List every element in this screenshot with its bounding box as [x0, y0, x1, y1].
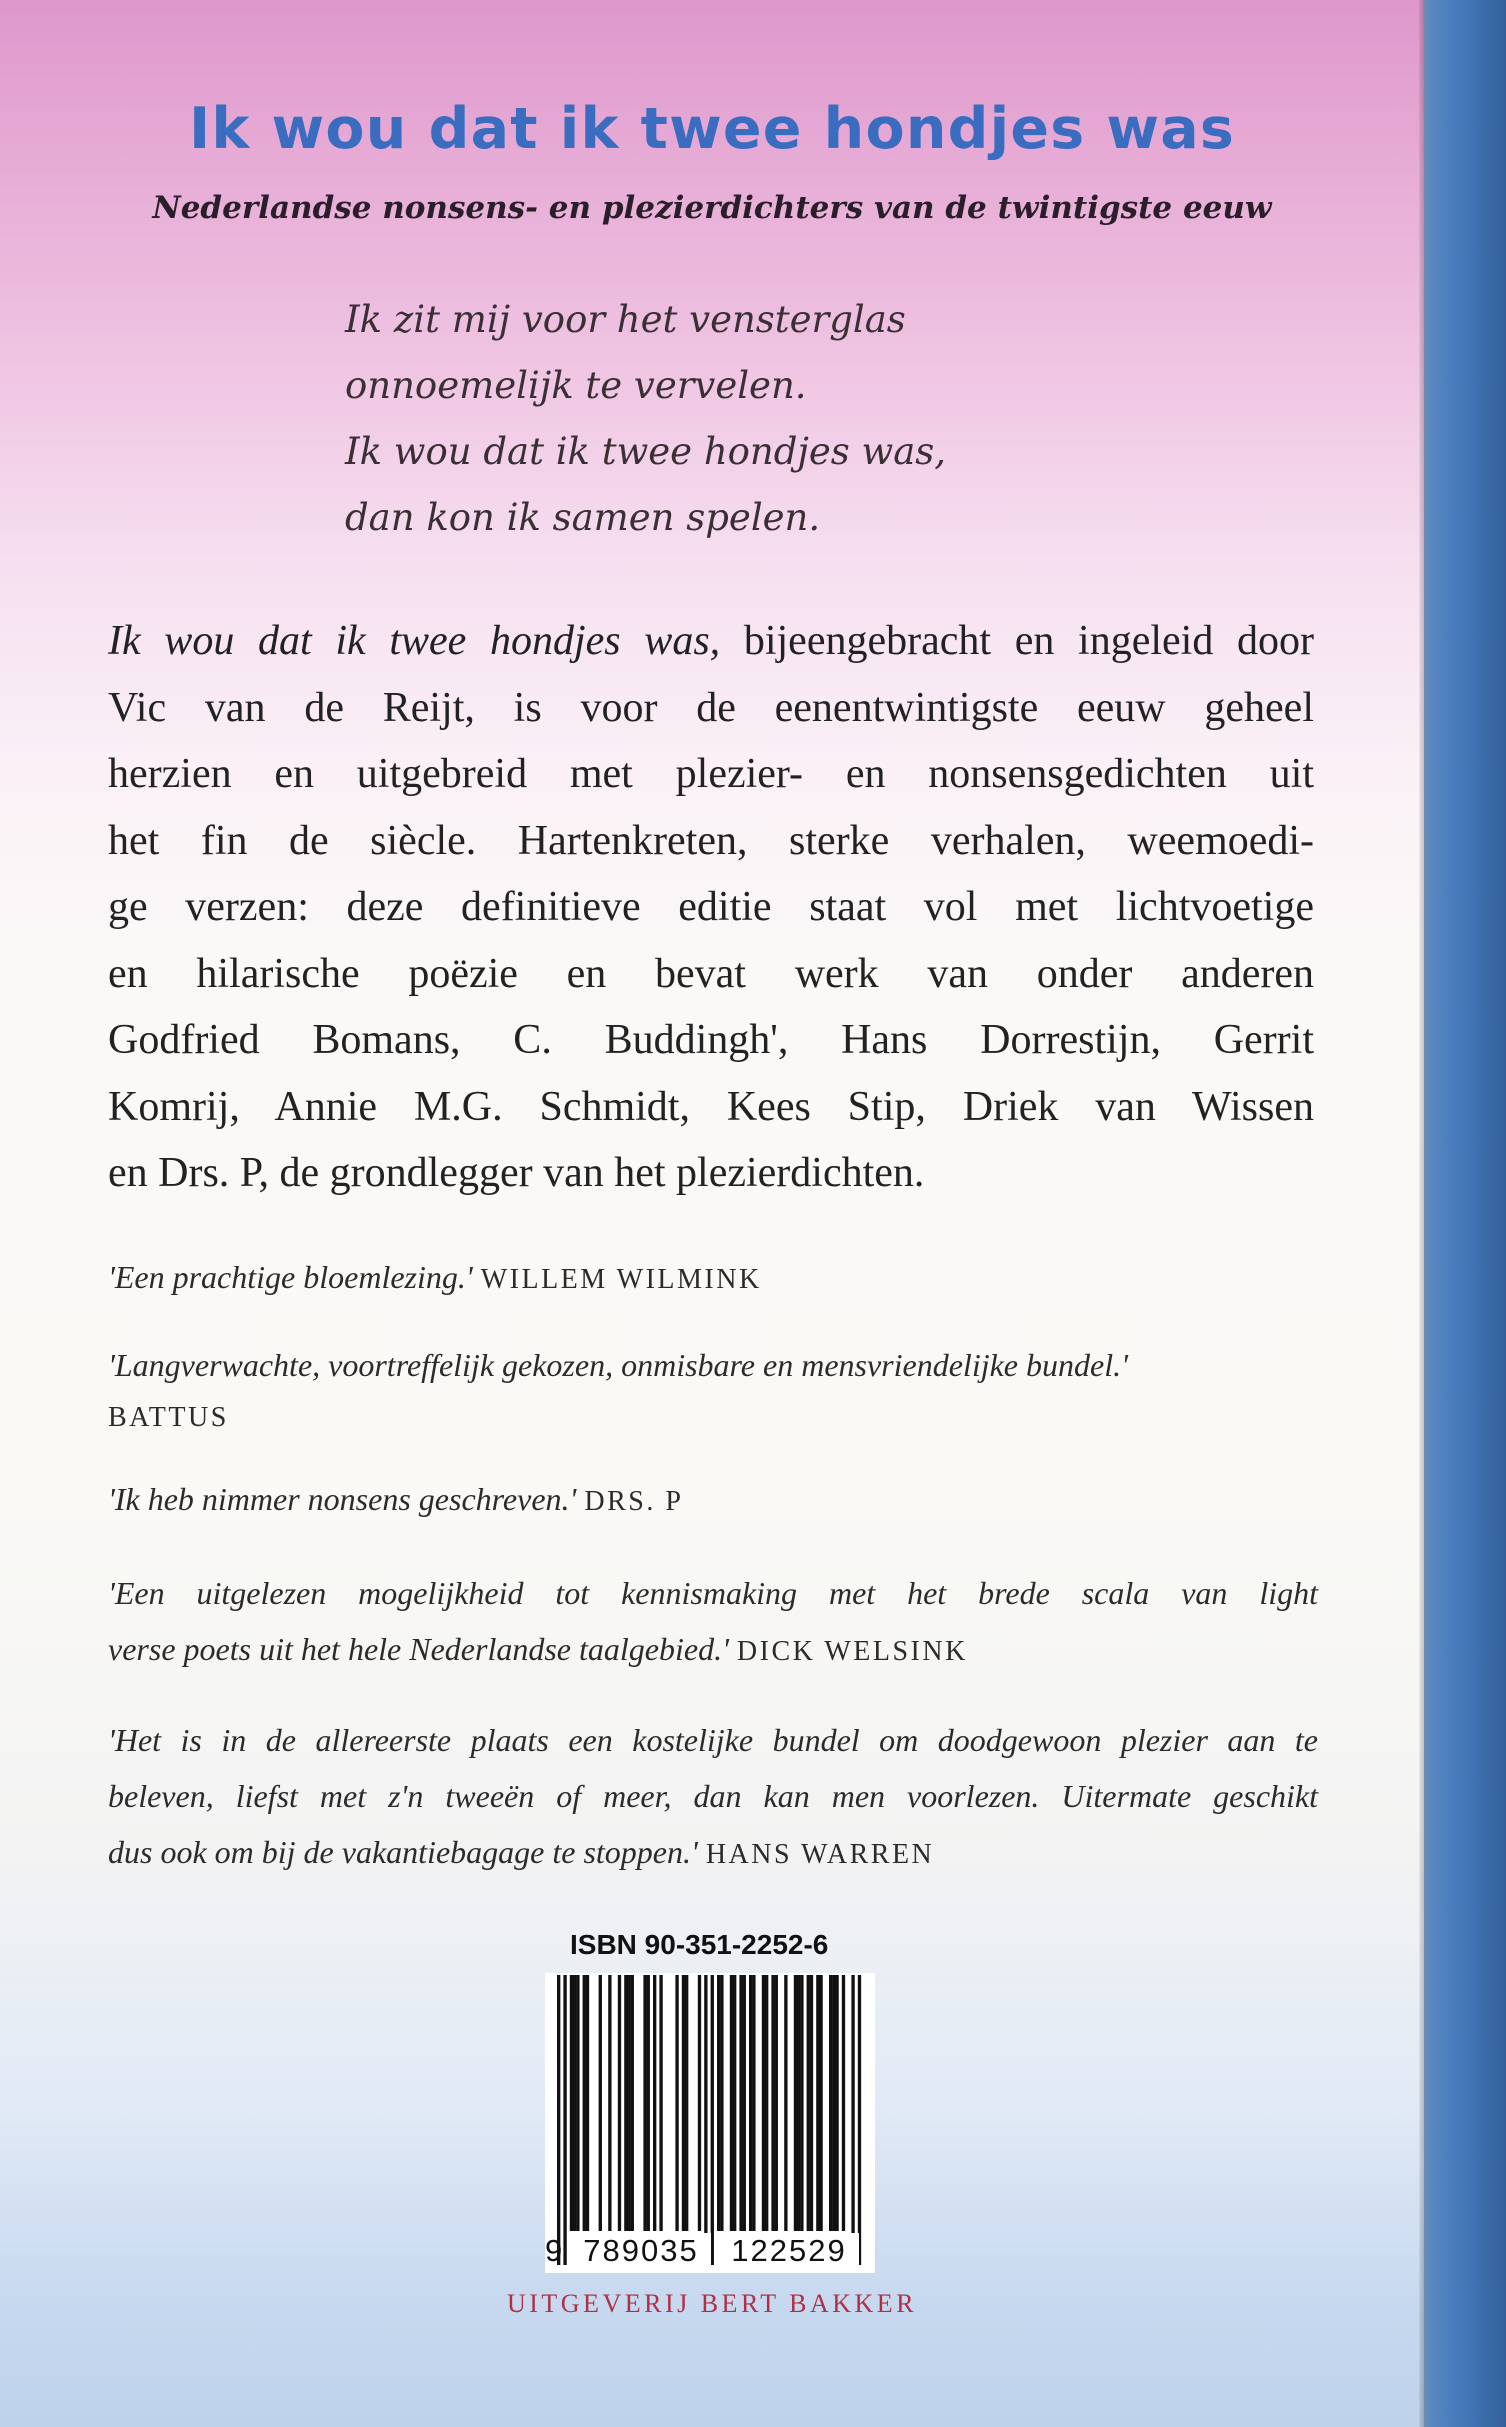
description-line: Vic van de Reijt, is voor de eenentwintigste eeuw geheel — [108, 684, 1314, 731]
description-line — [108, 608, 1314, 675]
barcode-bars — [545, 1973, 875, 2273]
barcode-bar — [586, 1975, 589, 2231]
book-title: Ik wou dat ik twee hondjes was — [188, 96, 1236, 162]
quote-line — [108, 1565, 1318, 1621]
description-line: en hilarische poëzie en bevat werk van onder anderen — [108, 950, 1314, 997]
publisher-name: UITGEVERIJ BERT BAKKER — [506, 2289, 918, 2318]
barcode-guard-bar — [563, 1975, 566, 2265]
barcode-bar — [647, 1975, 650, 2231]
barcode-bar — [800, 1975, 803, 2231]
barcode-bar — [835, 1975, 838, 2231]
review-quote-welsink — [108, 1565, 1318, 1680]
review-quote-wilmink — [108, 1249, 1318, 1308]
book-subtitle: Nederlandse nonsens- en plezierdichters van de twintigste eeuw — [152, 190, 1272, 226]
quote-author: DRS. P — [584, 1486, 684, 1517]
description-line: ge verzen: deze definitieve editie staat vol met lichtvoetige — [108, 884, 1314, 930]
barcode-bar — [720, 1975, 723, 2231]
barcode-bar — [739, 1975, 742, 2231]
description-title-italic: Ik wou dat ik twee hondjes was, — [108, 618, 721, 664]
quote-author: HANS WARREN — [705, 1839, 935, 1870]
description-line: en Drs. P, de grondlegger van het plezierdichten. — [108, 1150, 925, 1196]
barcode-bar — [624, 1975, 627, 2231]
description-line: herzien en uitgebreid met plezier- en nonsensgedichten uit — [108, 751, 1314, 797]
barcode-bar — [829, 1975, 832, 2231]
poem-line: Ik wou dat ik twee hondjes was, — [345, 430, 947, 473]
barcode-right-digits: 122529 — [719, 2233, 859, 2269]
barcode-bar — [631, 1975, 634, 2231]
barcode-bar — [599, 1975, 602, 2231]
review-quote-drs-p — [108, 1471, 1318, 1530]
barcode-bar — [570, 1975, 573, 2231]
barcode-bar — [797, 1975, 800, 2231]
barcode-bar — [618, 1975, 621, 2231]
quote-line — [108, 1393, 1318, 1440]
description-line: Komrij, Annie M.G. Schmidt, Kees Stip, Driek van Wissen — [108, 1083, 1314, 1130]
barcode-bar — [675, 1975, 678, 2231]
barcode-bar — [752, 1975, 755, 2231]
description-text: bijeengebracht en ingeleid door — [720, 618, 1314, 664]
barcode-bar — [583, 1975, 586, 2231]
barcode-bar — [775, 1975, 778, 2231]
quote-author: BATTUS — [108, 1402, 229, 1433]
barcode-bar — [784, 1975, 787, 2231]
barcode-guard-bar — [557, 1975, 560, 2265]
quote-line — [108, 1621, 1318, 1680]
quote-line — [108, 1337, 1318, 1393]
isbn-barcode — [545, 1973, 875, 2273]
barcode-bar — [832, 1975, 835, 2231]
barcode-bar — [819, 1975, 822, 2231]
barcode-bar — [765, 1975, 768, 2231]
quote-text: dus ook om bij de vakantiebagage te stoppen.' — [108, 1834, 698, 1870]
quote-text: 'Langverwachte, voortreffelijk gekozen, onmisbare en mensvriendelijke bundel.' — [108, 1347, 1128, 1383]
quote-line — [108, 1712, 1318, 1768]
review-quote-warren — [108, 1712, 1318, 1883]
barcode-bar — [794, 1975, 797, 2231]
quote-line — [108, 1768, 1318, 1824]
quote-line — [108, 1824, 1318, 1883]
barcode-bar — [653, 1975, 656, 2231]
barcode-bar — [682, 1975, 685, 2231]
barcode-bar — [733, 1975, 736, 2231]
barcode-bar — [810, 1975, 813, 2231]
poem-excerpt — [345, 287, 1245, 551]
quote-author: DICK WELSINK — [736, 1636, 968, 1667]
quote-line — [108, 1249, 1318, 1308]
barcode-bar — [816, 1975, 819, 2231]
description-line: Godfried Bomans, C. Buddingh', Hans Dorrestijn, Gerrit — [108, 1017, 1314, 1063]
quote-line — [108, 1471, 1318, 1530]
barcode-bar — [762, 1975, 765, 2231]
quote-text: 'Een prachtige bloemlezing.' — [108, 1259, 473, 1295]
poem-line: onnoemelijk te vervelen. — [345, 364, 807, 407]
quote-text: 'Ik heb nimmer nonsens geschreven.' — [108, 1481, 577, 1517]
barcode-first-digit: 9 — [545, 2233, 563, 2268]
barcode-guard-bar — [711, 1975, 714, 2265]
quote-text: verse poets uit het hele Nederlandse taalgebied.' — [108, 1631, 729, 1667]
barcode-bar — [698, 1975, 701, 2231]
poem-line: Ik zit mij voor het vensterglas — [345, 298, 906, 341]
quote-text: beleven, liefst met z'n tweeën of meer, dan kan men voorlezen. Uitermate geschikt — [108, 1778, 1318, 1814]
barcode-bar — [749, 1975, 752, 2231]
barcode-bar — [573, 1975, 576, 2231]
barcode-left-digits: 789035 — [571, 2233, 711, 2269]
book-spine — [1424, 0, 1506, 2427]
isbn-label: ISBN 90-351-2252-6 — [570, 1929, 829, 1960]
quote-text: 'Een uitgelezen mogelijkheid tot kennismaking met het brede scala van light — [108, 1575, 1318, 1611]
barcode-guard-bar — [858, 1975, 861, 2265]
barcode-bar — [842, 1975, 845, 2231]
review-quote-battus — [108, 1337, 1318, 1440]
quote-author: WILLEM WILMINK — [480, 1264, 762, 1295]
book-description — [108, 608, 1314, 1207]
barcode-bar — [643, 1975, 646, 2231]
barcode-bar — [771, 1975, 774, 2231]
barcode-bar — [627, 1975, 630, 2231]
poem-line: dan kon ik samen spelen. — [345, 496, 821, 539]
barcode-guard-bar — [704, 1975, 707, 2265]
barcode-bar — [685, 1975, 688, 2231]
barcode-bar — [743, 1975, 746, 2231]
barcode-guard-bar — [851, 1975, 854, 2265]
description-line: het fin de siècle. Hartenkreten, sterke verhalen, weemoedi- — [108, 817, 1314, 864]
quote-text: 'Het is in de allereerste plaats een kostelijke bundel om doodgewoon plezier aan te — [108, 1722, 1318, 1758]
barcode-bar — [730, 1975, 733, 2231]
barcode-bar — [659, 1975, 662, 2231]
barcode-bar — [807, 1975, 810, 2231]
barcode-bar — [576, 1975, 579, 2231]
barcode-bar — [717, 1975, 720, 2231]
barcode-bar — [608, 1975, 611, 2231]
